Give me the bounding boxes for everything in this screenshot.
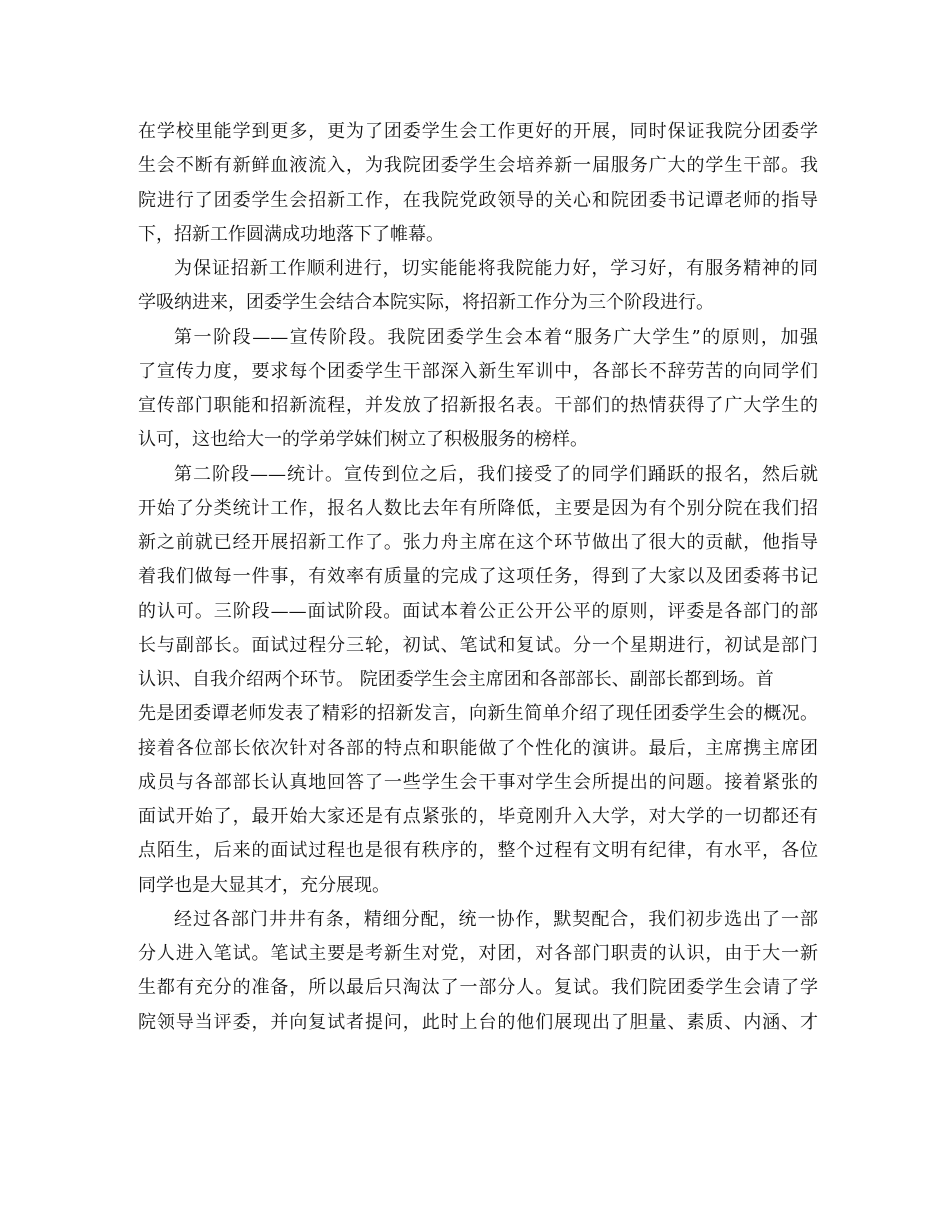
text-line: 下，招新工作圆满成功地落下了帷幕。 [138, 223, 444, 245]
text-line: 宣传部门职能和招新流程，并发放了招新报名表。干部们的热情获得了广大学生的 [138, 395, 818, 416]
text-line: 第一阶段——宣传阶段。我院团委学生会本着“服务广大学生”的原则，加强 [174, 326, 818, 348]
text-line: 院领导当评委，并向复试者提问，此时上台的他们展现出了胆量、素质、内涵、才 [138, 1011, 818, 1033]
text-line: 分人进入笔试。笔试主要是考新生对党，对团，对各部门职责的认识，由于大一新 [138, 943, 818, 964]
body-text [138, 115, 818, 1040]
text-line: 生都有充分的准备，所以最后只淘汰了一部分人。复试。我们院团委学生会请了学 [138, 977, 818, 999]
text-line: 面试开始了，最开始大家还是有点紧张的，毕竟刚升入大学，对大学的一切都还有 [138, 806, 818, 827]
text-line: 认可，这也给大一的学弟学妹们树立了积极服务的榜样。 [138, 429, 588, 451]
text-line: 在学校里能学到更多，更为了团委学生会工作更好的开展，同时保证我院分团委学 [138, 121, 818, 142]
text-line: 生会不断有新鲜血液流入，为我院团委学生会培养新一届服务广大的学生干部。我 [138, 155, 818, 177]
text-line: 着我们做每一件事，有效率有质量的完成了这项任务，得到了大家以及团委蒋书记 [138, 566, 818, 588]
text-line: 经过各部门井井有条，精细分配，统一协作，默契配合，我们初步选出了一部 [174, 908, 818, 930]
text-line: 了宣传力度，要求每个团委学生干部深入新生军训中，各部长不辞劳苦的向同学们 [138, 360, 818, 382]
text-line: 开始了分类统计工作，报名人数比去年有所降低，主要是因为有个别分院在我们招 [138, 497, 818, 519]
text-line: 的认可。三阶段——面试阶段。面试本着公正公开公平的原则，评委是各部门的部 [138, 600, 818, 622]
text-line: 同学也是大显其才，充分展现。 [138, 874, 390, 896]
text-line: 长与副部长。面试过程分三轮，初试、笔试和复试。分一个星期进行，初试是部门 [138, 634, 818, 656]
text-line: 点陌生，后来的面试过程也是很有秩序的，整个过程有文明有纪律，有水平，各位 [138, 840, 818, 862]
text-line: 第二阶段——统计。宣传到位之后，我们接受了的同学们踊跃的报名，然后就 [174, 463, 818, 485]
text-line: 接着各位部长依次针对各部的特点和职能做了个性化的演讲。最后，主席携主席团 [138, 737, 818, 759]
text-line: 认识、自我介绍两个环节。 院团委学生会主席团和各部部长、副部长都到场。首 [138, 669, 774, 690]
text-line: 新之前就已经开展招新工作了。张力舟主席在这个环节做出了很大的贡献，他指导 [138, 532, 818, 553]
text-line: 为保证招新工作顺利进行，切实能能将我院能力好，学习好，有服务精神的同 [174, 258, 818, 279]
text-line: 先是团委谭老师发表了精彩的招新发言，向新生简单介绍了现任团委学生会的概况。 [138, 703, 818, 725]
text-line: 学吸纳进来，团委学生会结合本院实际，将招新工作分为三个阶段进行。 [138, 292, 714, 314]
text-line: 院进行了团委学生会招新工作，在我院党政领导的关心和院团委书记谭老师的指导 [138, 189, 818, 211]
text-line: 成员与各部部长认真地回答了一些学生会干事对学生会所提出的问题。接着紧张的 [138, 771, 818, 793]
